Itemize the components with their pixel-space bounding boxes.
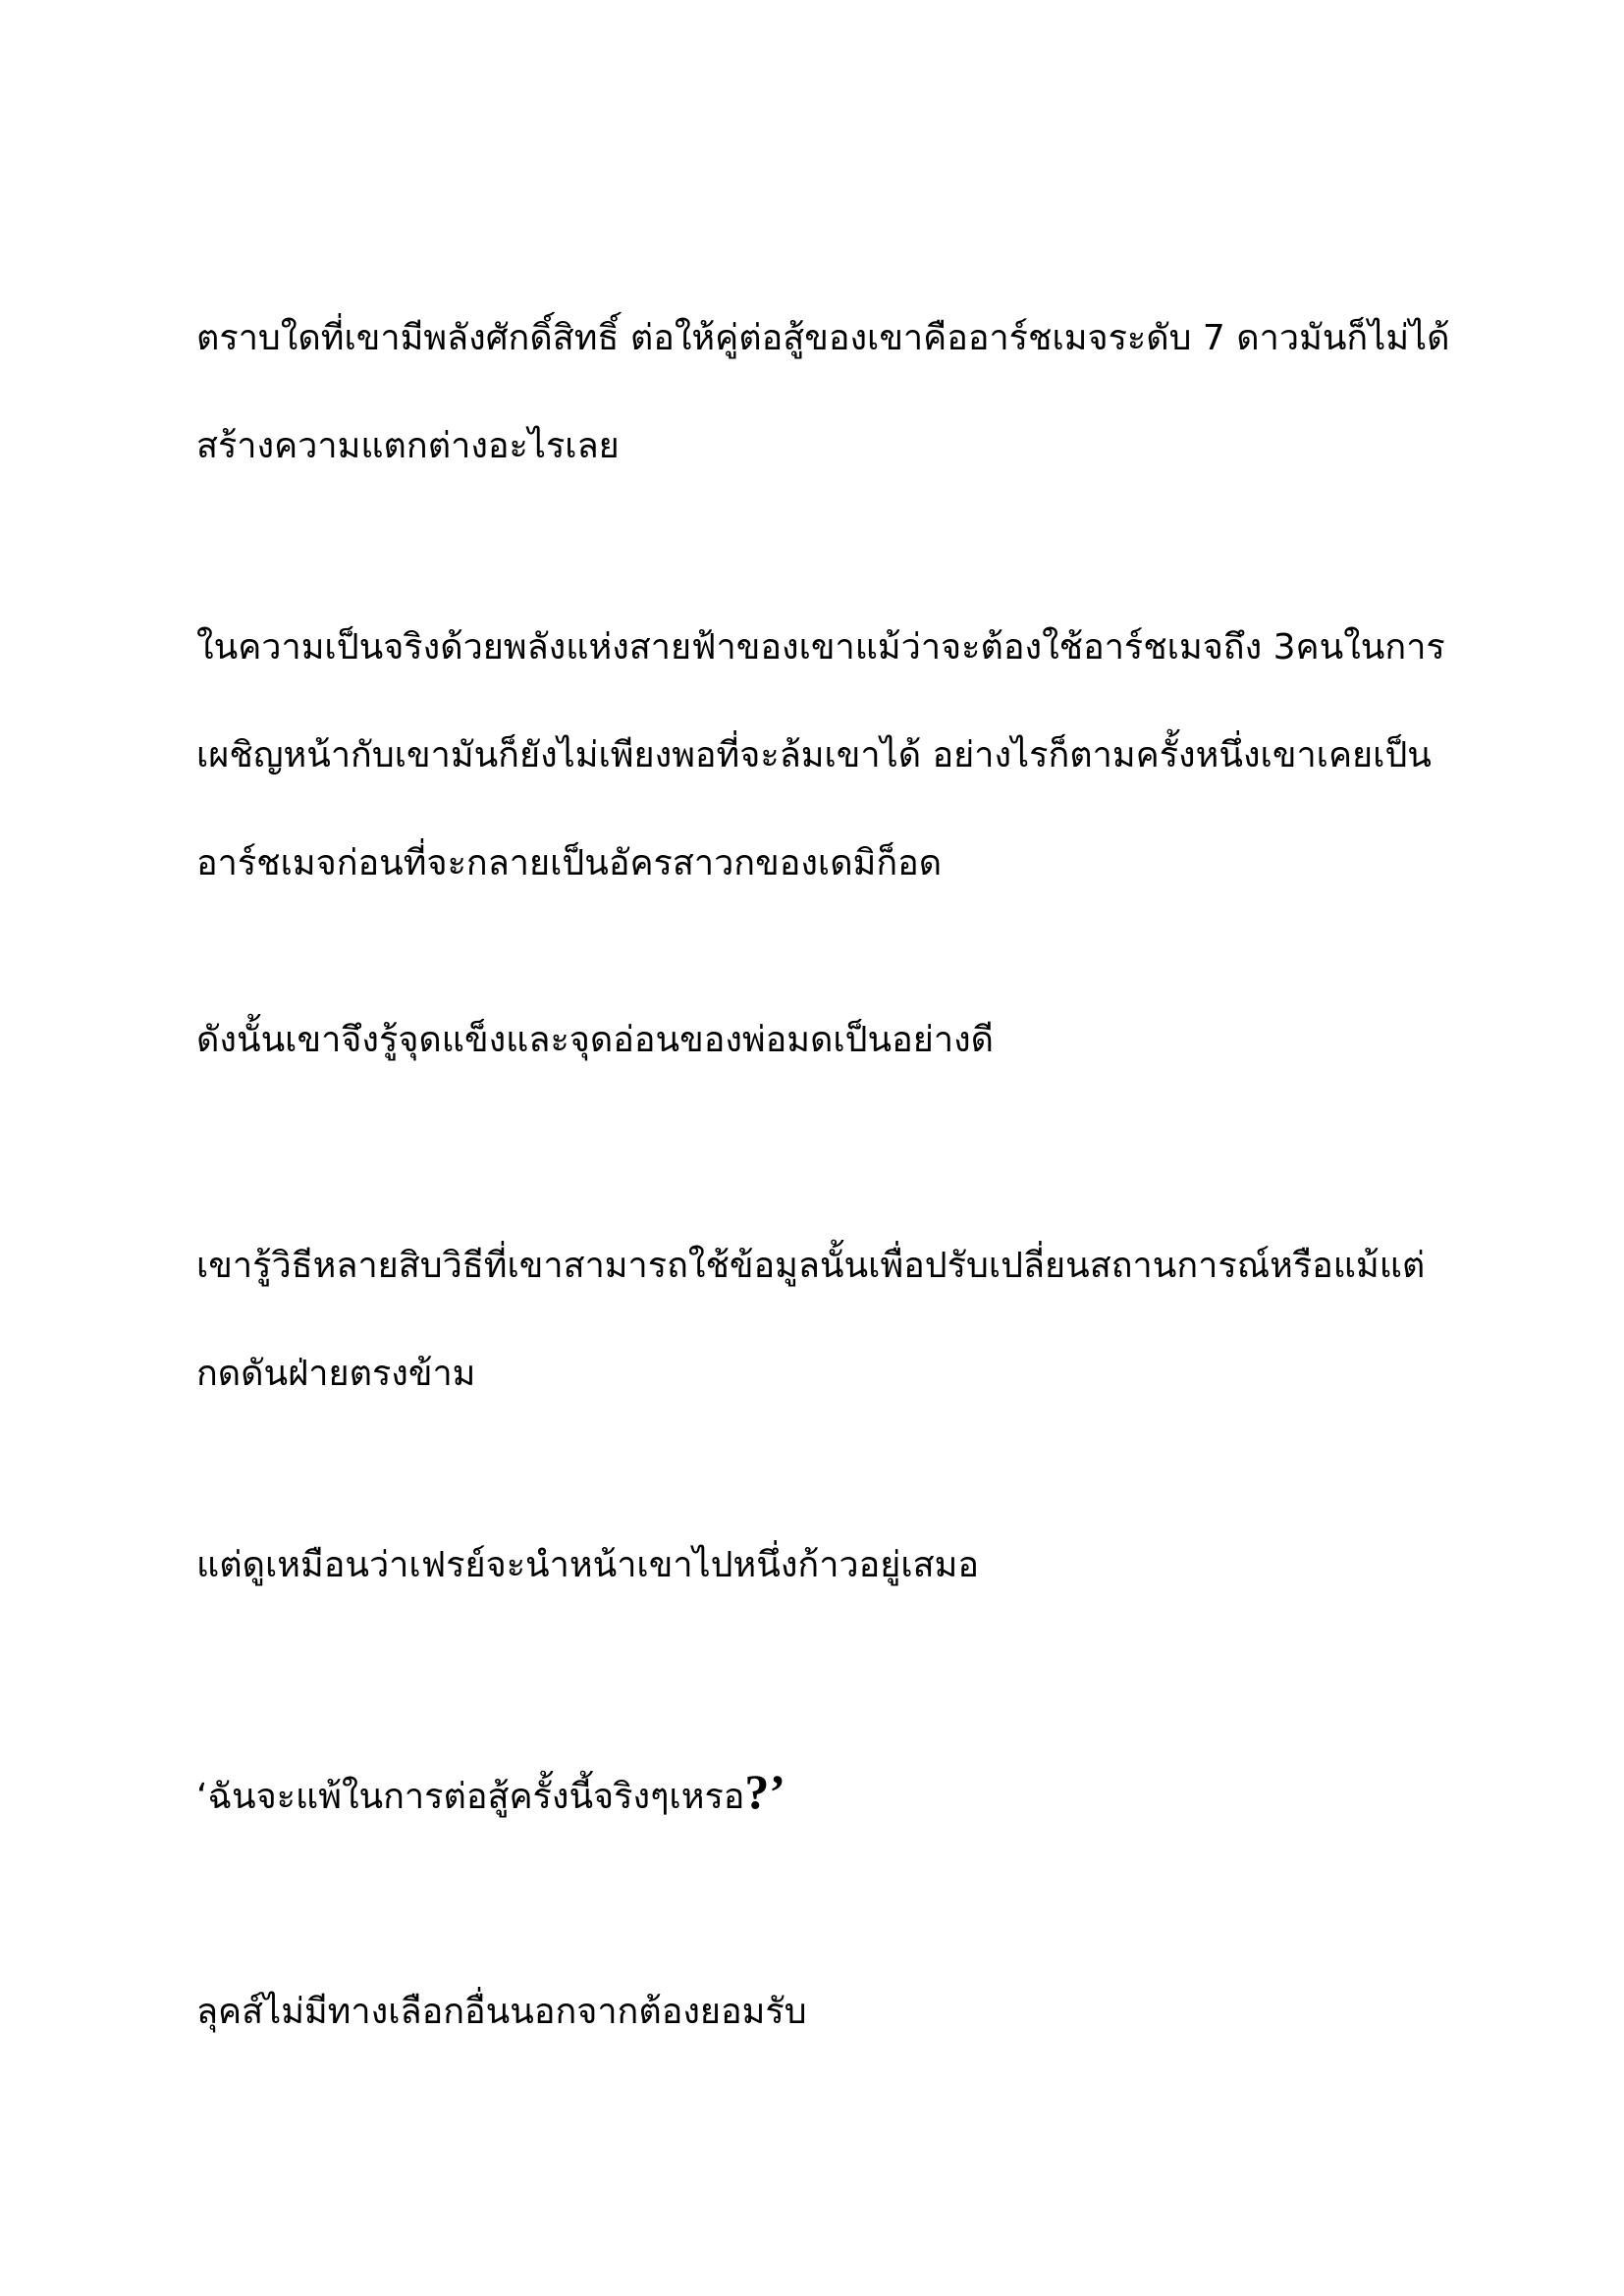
paragraph-1 [196,285,1450,501]
paragraph-line: เผชิญหน้ากับเขามันก็ยังไม่เพียงพอที่จะล้มเขาได้ อย่างไรก็ตามครั้งหนึ่งเขาเคยเป็น [196,735,1432,775]
paragraph-5 [196,1512,1443,1620]
quote-text: ฉันจะแพ้ในการต่อสู้ครั้งนี้จริงๆเหรอ [207,1777,745,1817]
paragraph-line: แต่ดูเหมือนว่าเฟรย์จะนำหน้าเขาไปหนึ่งก้าวอยู่เสมอ [196,1545,979,1585]
paragraph-line: กดดันฝ่ายตรงข้าม [196,1354,476,1394]
quote-line [196,1737,1443,1845]
paragraph-line: ลุคส์ไม่มีทางเลือกอื่นนอกจากต้องยอมรับ [196,1992,807,2032]
paragraph-line: เขารู้วิธีหลายสิบวิธีที่เขาสามารถใช้ข้อมูลนั้นเพื่อปรับเปลี่ยนสถานการณ์หรือแม้แต่ [196,1246,1426,1286]
close-quote-mark: ’ [769,1764,786,1819]
paragraph-line: ตราบใดที่เขามีพลังศักดิ์สิทธิ์ ต่อให้คู่ต่อสู้ของเขาคืออาร์ชเมจระดับ 7 ดาวมันก็ไม่ได้ [196,318,1450,358]
paragraph-7 [196,1958,1443,2066]
paragraph-2 [196,594,1443,918]
paragraph-line: ดังนั้นเขาจึงรู้จุดแข็งและจุดอ่อนของพ่อมดเป็นอย่างดี [196,1020,995,1060]
paragraph-line: อาร์ชเมจก่อนที่จะกลายเป็นอัครสาวกของเดมิก็อด [196,843,943,883]
paragraph-4 [196,1212,1443,1428]
paragraph-line: ในความเป็นจริงด้วยพลังแห่งสายฟ้าของเขาแม้ว่าจะต้องใช้อาร์ชเมจถึง 3คนในการ [196,627,1445,667]
quote-paragraph [196,1737,1443,1845]
paragraph-3 [196,987,1443,1095]
paragraph-line: สร้างความแตกต่างอะไรเลย [196,426,620,466]
question-mark: ? [744,1764,770,1819]
open-quote-mark: ‘ [196,1777,208,1817]
